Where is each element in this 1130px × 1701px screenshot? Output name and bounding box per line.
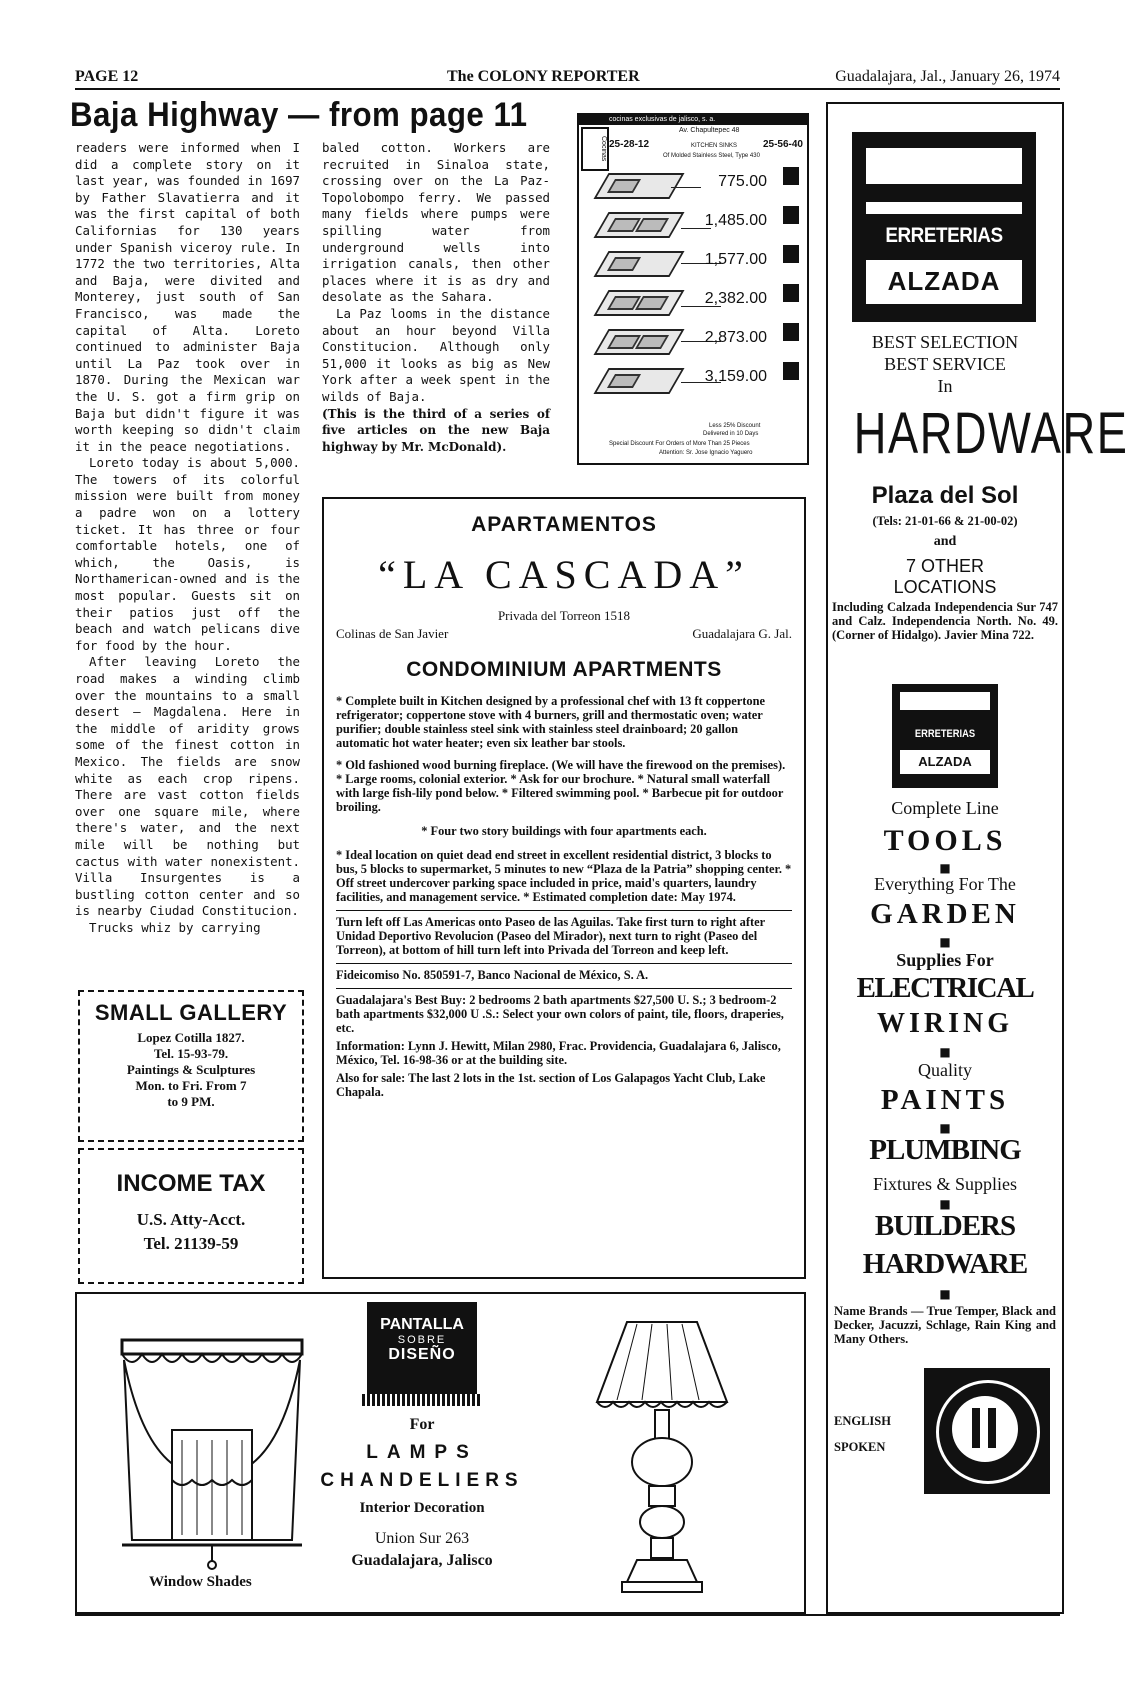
pantalla-address-1: Union Sur 263 <box>374 1530 470 1547</box>
everything-for: Everything For The <box>874 874 1016 894</box>
builders-hardware: HARDWARE <box>862 1248 1028 1280</box>
builders: BUILDERS <box>874 1210 1016 1242</box>
complete-line: Complete Line <box>891 798 999 818</box>
sink-ad-phone-right: 25-56-40 <box>762 139 803 150</box>
income-tax-line: U.S. Atty-Acct. <box>136 1210 246 1229</box>
sink-price: 775.00 <box>718 173 767 190</box>
page-number: PAGE 12 <box>75 68 139 85</box>
sink-footer-attention: Attention: Sr. Jose Ignacio Yaguero <box>659 450 753 456</box>
fixtures: Fixtures & Supplies <box>872 1174 1017 1194</box>
cascada-colony: Colinas de San Javier <box>336 626 449 641</box>
ferreterias-alzada-ad <box>826 102 1129 1614</box>
small-gallery-ad <box>78 990 304 1142</box>
sink-ad-header: cocinas exclusivas de jalisco, s. a. <box>579 115 807 125</box>
series-note: (This is the third of a series of five articles on the new Baja highway by Mr. McDonald). <box>322 406 550 454</box>
la-cascada-ad <box>322 497 806 1279</box>
pantalla-logo-line: DISEÑO <box>388 1346 456 1363</box>
plaza-del-sol: Plaza del Sol <box>871 482 1019 509</box>
sink-price: 3,159.00 <box>704 368 767 385</box>
separator-bullet: ■ <box>939 861 951 875</box>
garden: GARDEN <box>870 898 1020 930</box>
sink-ad-address: Av. Chapultepec 48 <box>679 127 740 134</box>
small-gallery-address: Lopez Cotilla 1827. <box>137 1030 245 1045</box>
best-selection: BEST SELECTION <box>871 332 1019 352</box>
ferreterias-logo-text: ERRETERIAS <box>885 224 1003 247</box>
alzada-logo-text: ALZADA <box>887 266 1001 296</box>
article-paragraph: Trucks whiz by carrying <box>89 919 261 935</box>
paints: PAINTS <box>880 1084 1010 1116</box>
income-tax-phone: Tel. 21139-59 <box>143 1234 239 1253</box>
tools: TOOLS <box>883 824 1007 857</box>
cascada-name: “LA CASCADA” <box>378 552 750 597</box>
separator-bullet: ■ <box>939 1045 951 1059</box>
separator-bullet: ■ <box>939 1287 951 1301</box>
best-service: BEST SERVICE <box>884 354 1006 374</box>
cascada-top: APARTAMENTOS <box>471 513 657 536</box>
separator-bullet: ■ <box>939 1197 951 1211</box>
article-column-2 <box>322 140 550 485</box>
sink-ad-phone-left: 25-28-12 <box>609 139 650 150</box>
article-column-1 <box>75 140 300 980</box>
sink-ad-subheader: KITCHEN SINKS <box>691 143 738 149</box>
small-gallery-line: to 9 PM. <box>167 1094 215 1109</box>
ferreterias-logo <box>852 132 1036 322</box>
cascada-feature: * Old fashioned wood burning fireplace. (We will have the firewood on the premises). * Large rooms, colonial exterior. * Ask for our brochure. * Natural small waterfall with large fish-lily pond below. * Filtered swimming pool. * Barbecue pit for outdoor broiling. <box>336 758 786 814</box>
small-gallery-line: Mon. to Fri. From 7 <box>135 1078 247 1093</box>
article-paragraph: readers were informed when I did a complete story on it last year, was founded in 1697 by Father Slavatierra and it was the first capital of both Californias for 130 years under Spanish viceroy rule. In 1772 the two territories, Alta and Baja, were divited and Monterey, just south of San Francisco, was made the capital of Alta. Loreto continued to administer Baja until La Paz took over in 1870. During the Mexican war the U. S. got a firm grip on Baja but didn't figure it was worth keeping so didn't claim it in the peace negotiations. <box>75 140 300 454</box>
hardware-tels: (Tels: 21-01-66 & 21-00-02) <box>872 514 1018 528</box>
name-brands: Name Brands — True Temper, Black and Decker, Jacuzzi, Schlage, Rain King and Many Others. <box>834 1304 1056 1346</box>
pantalla-interior: Interior Decoration <box>359 1500 485 1516</box>
sink-price: 2,873.00 <box>704 329 767 346</box>
cascada-feature: * Complete built in Kitchen designed by a professional chef with 13 ft coppertone refrigerator; coppertone stove with 4 burners, grill and thermostatic oven; water purifier; double stainless steel sink with stainless steel drainboard; 20 gallon automatic hot water heater; even six leather bar stools. <box>336 694 765 750</box>
cascada-fideicomiso: Fideicomiso No. 850591-7, Banco Nacional de México, S. A. <box>336 963 792 982</box>
hardware-and: and <box>933 534 957 549</box>
cocinas-logo: Cocinas <box>581 127 609 171</box>
sink-price: 1,485.00 <box>704 212 767 229</box>
pantalla-logo <box>367 1302 477 1394</box>
cascada-best-buy: Guadalajara's Best Buy: 2 bedrooms 2 bath apartments $27,500 U. S.; 3 bedroom-2 bath apartments $32,000 U .S.: Select your own colors of paint, tile, floors, draperies, etc. <box>336 988 792 1035</box>
price-bars <box>783 167 799 397</box>
small-gallery-tel: Tel. 15-93-79. <box>153 1046 229 1061</box>
bottom-rule <box>75 1614 1060 1616</box>
pantalla-for: For <box>409 1416 435 1433</box>
cascada-feature: * Ideal location on quiet dead end street in excellent residential district, 3 blocks to bus, 5 blocks to supermarket, 5 minutes to new “Plaza de la Patria” shopping center. * Off street undercover parking space included in price, maid's quarters, laundry facilities, and management service. * Estimated completion date: May 1974. <box>336 848 792 904</box>
dateline: Guadalajara, Jal., January 26, 1974 <box>835 68 1060 85</box>
pantalla-ad <box>75 1292 806 1614</box>
quality: Quality <box>918 1060 972 1080</box>
cascada-feature: * Four two story buildings with four apartments each. <box>421 824 707 838</box>
other-locations: 7 OTHER <box>905 556 984 576</box>
locations-list: Including Calzada Independencia Sur 747 and Calz. Independencia North. No. 49. (Corner of Hidalgo). Javier Mina 722. <box>832 600 1058 642</box>
pantalla-lamps: LAMPS <box>366 1442 478 1463</box>
cascada-street: Privada del Torreon 1518 <box>497 608 631 623</box>
hardware-big: HARDWARE <box>853 401 1129 466</box>
article-paragraph: After leaving Loreto the road makes a winding climb over the mountains to a small desert — Magdalena. Here in the middle of aridity grows some of the finest cotton in Mexico. The fields are snow white as each crop ripens. There are vast cotton fields over one square mile, where there's water, and the next mile will be nothing but cactus with water nonexistent. Villa Insurgentes is a bustling cotton center and so is nearby Ciudad Constitucion. <box>75 654 300 919</box>
cascada-subtitle: CONDOMINIUM APARTMENTS <box>406 658 722 681</box>
cascada-city: Guadalajara G. Jal. <box>692 626 792 641</box>
income-tax-title: INCOME TAX <box>116 1170 266 1197</box>
pantalla-fringe <box>362 1394 482 1406</box>
article-headline: Baja Highway — from page 11 <box>70 96 528 134</box>
small-gallery-title: SMALL GALLERY <box>94 1000 288 1025</box>
supplies-for: Supplies For <box>896 950 994 970</box>
sink-ad-subline: Of Molded Stainless Steel, Type 430 <box>663 153 760 159</box>
sink-price: 1,577.00 <box>704 251 767 268</box>
article-paragraph: Loreto today is about 5,000. The towers of its colorful mission were built from money a padre won on a lottery ticket. It has three or four comfortable hotels, one of which, the Oasis, is Northamerican-owned and is the most popular. Guests sit on their patios just off the beach and watch pelicans dive for food by the hour. <box>75 455 300 653</box>
plumbing: PLUMBING <box>869 1134 1021 1166</box>
cascada-information: Information: Lynn J. Hewitt, Milan 2980, Frac. Providencia, Guadalajara 6, Jalisco, México, Tel. 16-98-36 or at the building site. <box>336 1039 781 1067</box>
sink-footer-special: Special Discount For Orders of More Than 25 Pieces <box>609 441 750 447</box>
pantalla-chandeliers: CHANDELIERS <box>320 1470 524 1491</box>
income-tax-ad <box>78 1148 304 1284</box>
small-logo-text: ALZADA <box>918 754 972 769</box>
masthead <box>75 66 1060 90</box>
sink-footer-delivery: Delivered in 10 Days <box>703 431 759 437</box>
english-spoken: SPOKEN <box>834 1440 886 1454</box>
window-shades-caption: Window Shades <box>149 1574 252 1590</box>
ferreterias-small-logo <box>892 684 998 788</box>
english-spoken: ENGLISH <box>834 1414 891 1428</box>
cascada-directions: Turn left off Las Americas onto Paseo de las Aguilas. Take first turn to right after Unidad Deportivo Revolucion (Paseo del Mirador), next turn to right (Paseo del Torreon), at bottom of hill turn left into Privada del Torreon and keep left. <box>336 910 792 957</box>
cascada-location <box>336 626 792 644</box>
article-paragraph: La Paz looms in the distance about an hour beyond Villa Constitucion. Although only 51,000 it looks as big as New York after a week spent in the wilds of Baja. <box>322 305 550 404</box>
sink-footer-discount: Less 25% Discount <box>709 423 761 429</box>
separator-bullet: ■ <box>939 1121 951 1135</box>
sink-price: 2,382.00 <box>704 290 767 307</box>
lamp-illustration <box>587 1312 737 1602</box>
pantalla-logo-line: PANTALLA <box>380 1316 464 1333</box>
article-paragraph: baled cotton. Workers are recruited in Sinaloa state, crossing over on the La Paz-Topolobompo ferry. We passed many fields where pumps were spilling water from underground wells into irrigation canals, then other places where it is as dry and desolate as the Sahara. <box>322 140 550 305</box>
separator-bullet: ■ <box>939 935 951 949</box>
pantalla-logo-line: SOBRE <box>397 1334 447 1346</box>
window-shade-illustration <box>112 1330 312 1570</box>
other-locations: LOCATIONS <box>893 577 997 597</box>
small-logo-text: ERRETERIAS <box>914 728 976 740</box>
chamber-seal-icon <box>924 1368 1050 1494</box>
pantalla-address-2: Guadalajara, Jalisco <box>351 1552 493 1569</box>
wiring: WIRING <box>876 1008 1013 1039</box>
electrical: ELECTRICAL <box>856 972 1034 1004</box>
sink-list <box>579 167 807 427</box>
sink-ad <box>577 113 809 465</box>
newspaper-name: The COLONY REPORTER <box>447 68 640 85</box>
hardware-in: In <box>937 376 953 396</box>
cascada-also-for-sale: Also for sale: The last 2 lots in the 1st. section of Los Galapagos Yacht Club, Lake Chapala. <box>336 1071 766 1099</box>
small-gallery-line: Paintings & Sculptures <box>126 1062 256 1077</box>
